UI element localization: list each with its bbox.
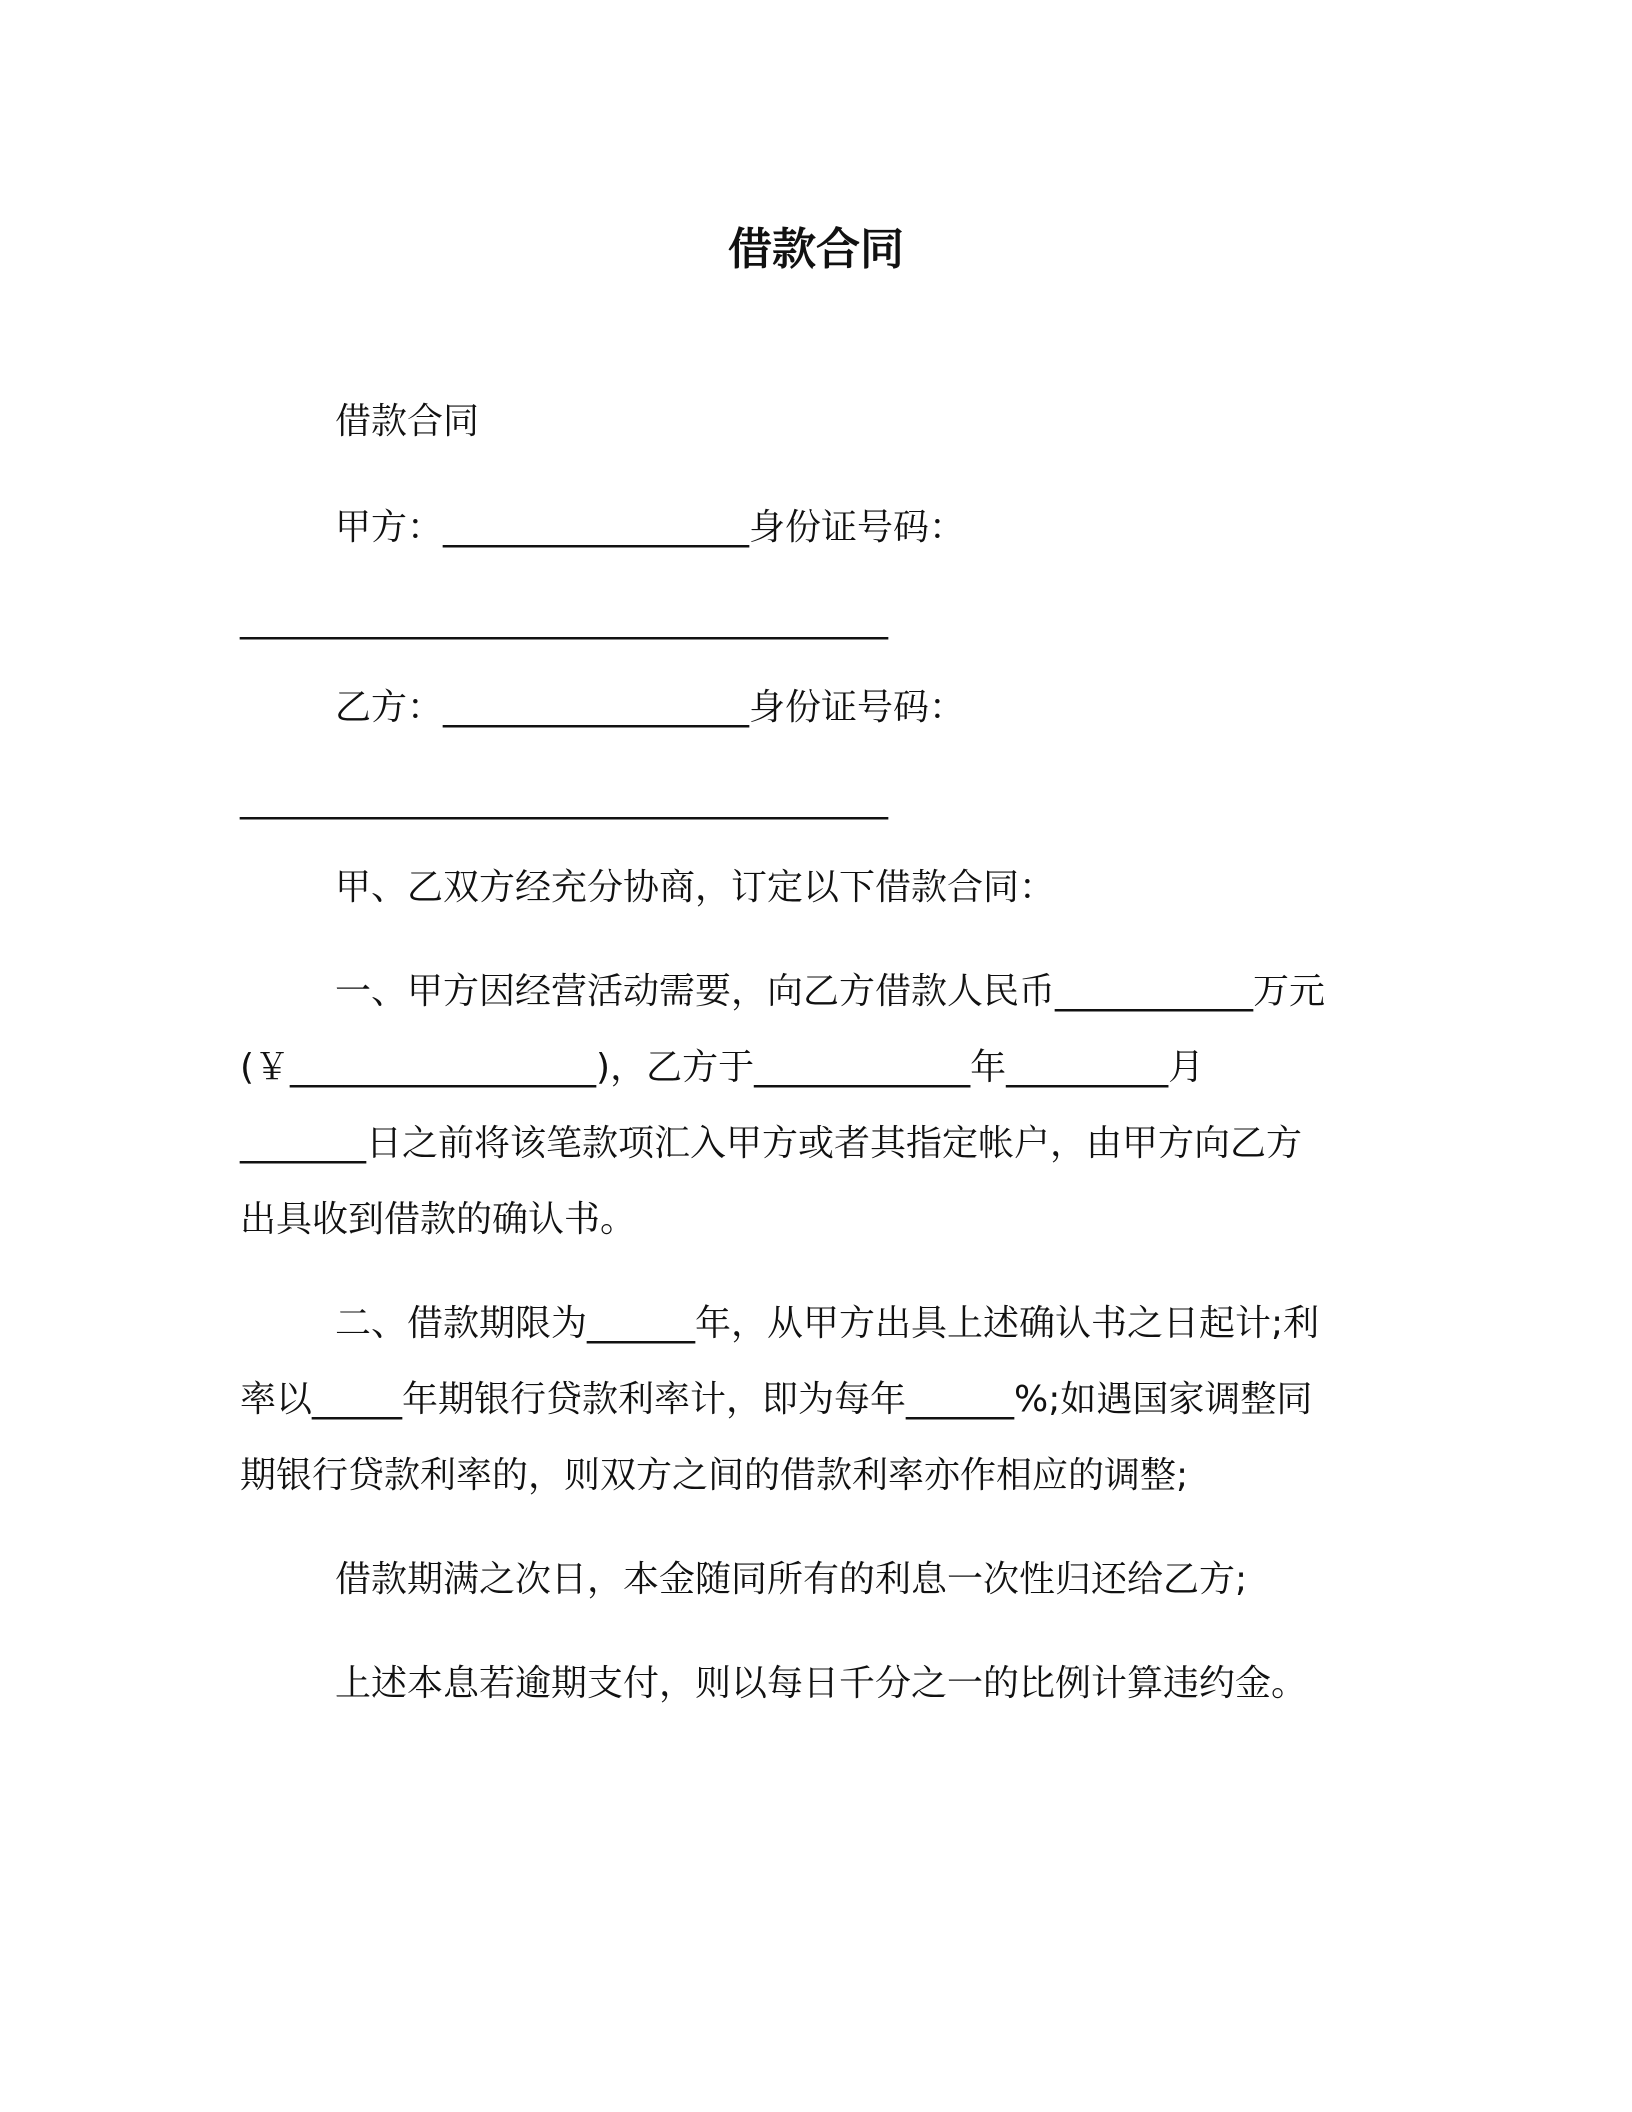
clause-1-line-3: _______日之前将该笔款项汇入甲方或者其指定帐户，由甲方向乙方 bbox=[240, 1123, 1303, 1164]
clause-2-line-2: 率以_____年期银行贷款利率计，即为每年______%;如遇国家调整同 bbox=[240, 1379, 1313, 1420]
party-b-id-blank: ____________________________________ bbox=[240, 779, 888, 820]
clause-1-line-1: 一、甲方因经营活动需要，向乙方借款人民币___________万元 bbox=[335, 971, 1326, 1012]
agreement-intro: 甲、乙双方经充分协商，订定以下借款合同： bbox=[335, 867, 1056, 908]
repayment-line: 借款期满之次日，本金随同所有的利息一次性归还给乙方; bbox=[335, 1559, 1248, 1600]
clause-2-line-3: 期银行贷款利率的，则双方之间的借款利率亦作相应的调整; bbox=[240, 1455, 1189, 1496]
clause-2-line-1: 二、借款期限为______年，从甲方出具上述确认书之日起计;利 bbox=[335, 1303, 1320, 1344]
penalty-line: 上述本息若逾期支付，则以每日千分之一的比例计算违约金。 bbox=[335, 1663, 1308, 1704]
clause-1-line-4: 出具收到借款的确认书。 bbox=[240, 1199, 637, 1240]
document-title: 借款合同 bbox=[728, 224, 904, 275]
party-a-line: 甲方：_________________身份证号码： bbox=[335, 507, 966, 548]
party-b-line: 乙方：_________________身份证号码： bbox=[335, 687, 966, 728]
party-a-id-blank: ____________________________________ bbox=[240, 599, 888, 640]
clause-1-line-2: (￥_________________)，乙方于____________年_________月 bbox=[240, 1047, 1205, 1088]
subtitle-line: 借款合同 bbox=[335, 401, 480, 442]
